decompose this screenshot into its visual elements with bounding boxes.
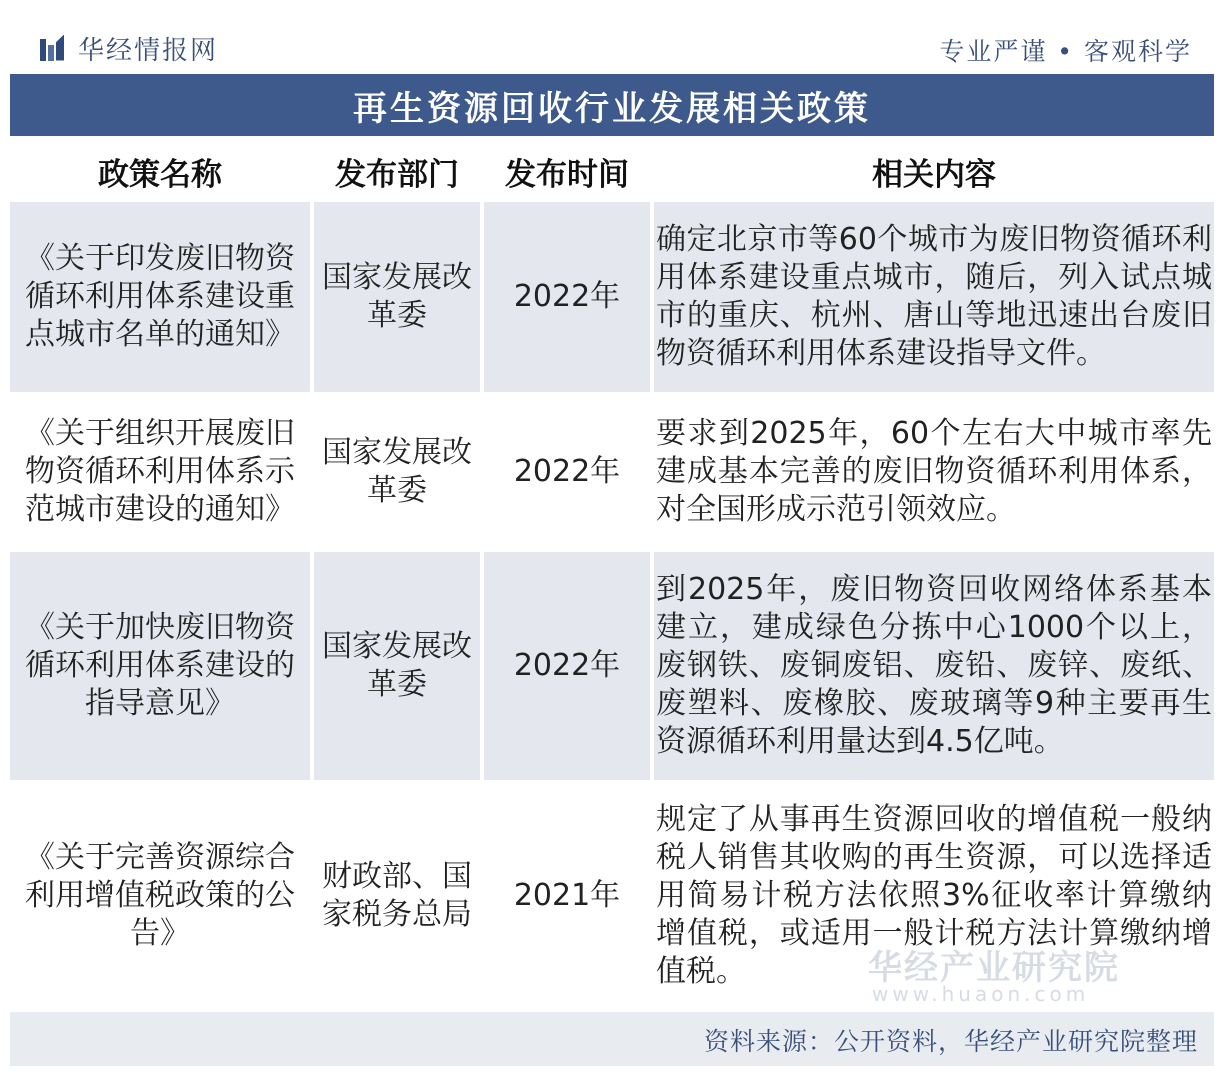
brand-name: 华经情报网 <box>78 36 219 66</box>
policy-name: 《关于完善资源综合利用增值税政策的公告》 <box>25 840 295 951</box>
watermark-url: www.huaon.com <box>872 982 1090 1006</box>
title-bar <box>10 74 1214 136</box>
slogan: 专业严谨 • 客观科学 <box>939 37 1192 66</box>
date: 2021年 <box>513 878 621 913</box>
dept-cell <box>314 394 480 550</box>
column-header-date: 发布时间 <box>505 156 629 193</box>
content-cell <box>654 394 1214 550</box>
date-cell <box>484 782 650 1010</box>
date: 2022年 <box>513 279 621 314</box>
column-header-content: 相关内容 <box>872 156 996 193</box>
dept-cell <box>314 552 480 780</box>
source-note: 资料来源：公开资料，华经产业研究院整理 <box>703 1027 1198 1056</box>
dept-cell <box>314 202 480 392</box>
table-row <box>10 394 1214 550</box>
content: 确定北京市等60个城市为废旧物资循环利用体系建设重点城市，随后，列入试点城市的重庆、杭州、唐山等地迅速出台废旧物资循环利用体系建设指导文件。 <box>656 222 1212 371</box>
date: 2022年 <box>513 648 621 683</box>
date-cell <box>484 202 650 392</box>
table-row <box>10 552 1214 780</box>
content: 到2025年，废旧物资回收网络体系基本建立，建成绿色分拣中心1000个以上，废钢铁、废铜废铝、废铅、废锌、废纸、废塑料、废橡胶、废玻璃等9种主要再生资源循环利用量达到4.5亿吨。 <box>656 572 1212 759</box>
content-cell <box>654 202 1214 392</box>
logo-icon <box>38 34 68 64</box>
date-cell <box>484 552 650 780</box>
date: 2022年 <box>513 454 621 489</box>
header <box>10 18 1214 74</box>
dept: 国家发展改革委 <box>322 435 472 508</box>
dept-cell <box>314 782 480 1010</box>
table-header <box>10 140 1214 202</box>
policy-name-cell <box>10 782 310 1010</box>
policy-table <box>10 140 1214 1010</box>
dept: 财政部、国家税务总局 <box>322 859 472 932</box>
dept: 国家发展改革委 <box>322 629 472 702</box>
column-header-name: 政策名称 <box>98 156 222 193</box>
watermark: 华经产业研究院 <box>868 948 1120 988</box>
date-cell <box>484 394 650 550</box>
policy-name-cell <box>10 394 310 550</box>
brand <box>38 30 218 67</box>
content: 规定了从事再生资源回收的增值税一般纳税人销售其收购的再生资源，可以选择适用简易计税方法依照3%征收率计算缴纳增值税，或适用一般计税方法计算缴纳增值税。 <box>656 802 1212 989</box>
policy-name: 《关于印发废旧物资循环利用体系建设重点城市名单的通知》 <box>25 241 295 352</box>
dept: 国家发展改革委 <box>322 260 472 333</box>
content: 要求到2025年，60个左右大中城市率先建成基本完善的废旧物资循环利用体系，对全国形成示范引领效应。 <box>656 416 1212 527</box>
policy-name-cell <box>10 552 310 780</box>
column-header-dept: 发布部门 <box>335 156 459 193</box>
table-row <box>10 202 1214 392</box>
source-bar <box>10 1012 1214 1066</box>
page-title: 再生资源回收行业发展相关政策 <box>353 88 871 129</box>
policy-name: 《关于组织开展废旧物资循环利用体系示范城市建设的通知》 <box>25 416 295 527</box>
policy-name-cell <box>10 202 310 392</box>
content-cell <box>654 552 1214 780</box>
policy-name: 《关于加快废旧物资循环利用体系建设的指导意见》 <box>25 610 295 721</box>
